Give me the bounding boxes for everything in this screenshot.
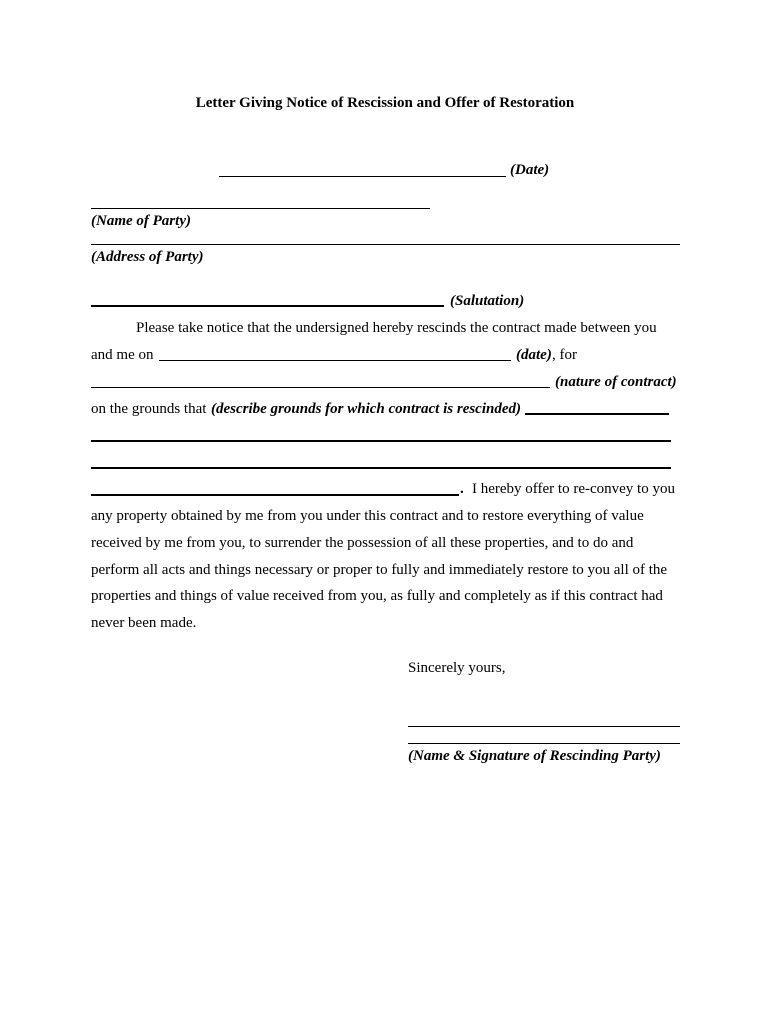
document-title: Letter Giving Notice of Rescission and Offer of Restoration — [195, 95, 575, 111]
body-paragraph-line: Please take notice that the undersigned hereby rescinds the contract made between you — [136, 320, 657, 336]
offer-line: any property obtained by me from you under this contract and to restore everything of value — [91, 508, 644, 524]
signature-blank-line-2 — [408, 743, 680, 744]
contract-date-blank-line — [159, 360, 511, 361]
contract-date-label: (date) — [516, 347, 552, 363]
date-blank-line — [219, 176, 506, 177]
contract-for-text: , for — [552, 347, 577, 363]
offer-line: perform all acts and things necessary or proper to fully and immediately restore to you all of the — [91, 562, 668, 578]
grounds-blank-line-2 — [91, 440, 671, 442]
grounds-blank-line-1 — [525, 413, 669, 415]
grounds-prefix: on the grounds that — [91, 401, 207, 417]
body-and-me-on: and me on — [91, 347, 154, 363]
name-of-party-label: (Name of Party) — [91, 213, 191, 229]
closing-text: Sincerely yours, — [408, 660, 506, 676]
offer-line: never been made. — [91, 615, 197, 631]
address-of-party-blank-line — [91, 244, 680, 245]
offer-line: received by me from you, to surrender the possession of all these properties, and to do and — [91, 535, 634, 551]
signature-blank-line-1 — [408, 726, 680, 727]
name-of-party-blank-line — [91, 208, 430, 209]
grounds-blank-line-4 — [91, 494, 459, 496]
signature-label: (Name & Signature of Rescinding Party) — [408, 748, 661, 764]
grounds-blank-line-3 — [91, 467, 671, 469]
grounds-label: (describe grounds for which contract is rescinded) — [211, 401, 522, 417]
address-of-party-label: (Address of Party) — [91, 249, 204, 265]
nature-of-contract-blank-line — [91, 387, 550, 388]
nature-of-contract-label: (nature of contract) — [555, 374, 677, 390]
grounds-period: . — [460, 481, 464, 497]
offer-line: properties and things of value received from you, as fully and completely as if this contract had — [91, 588, 663, 604]
offer-start: I hereby offer to re-convey to you — [472, 481, 675, 497]
salutation-label: (Salutation) — [450, 293, 525, 309]
date-label: (Date) — [510, 162, 550, 178]
salutation-blank-line — [91, 305, 444, 307]
